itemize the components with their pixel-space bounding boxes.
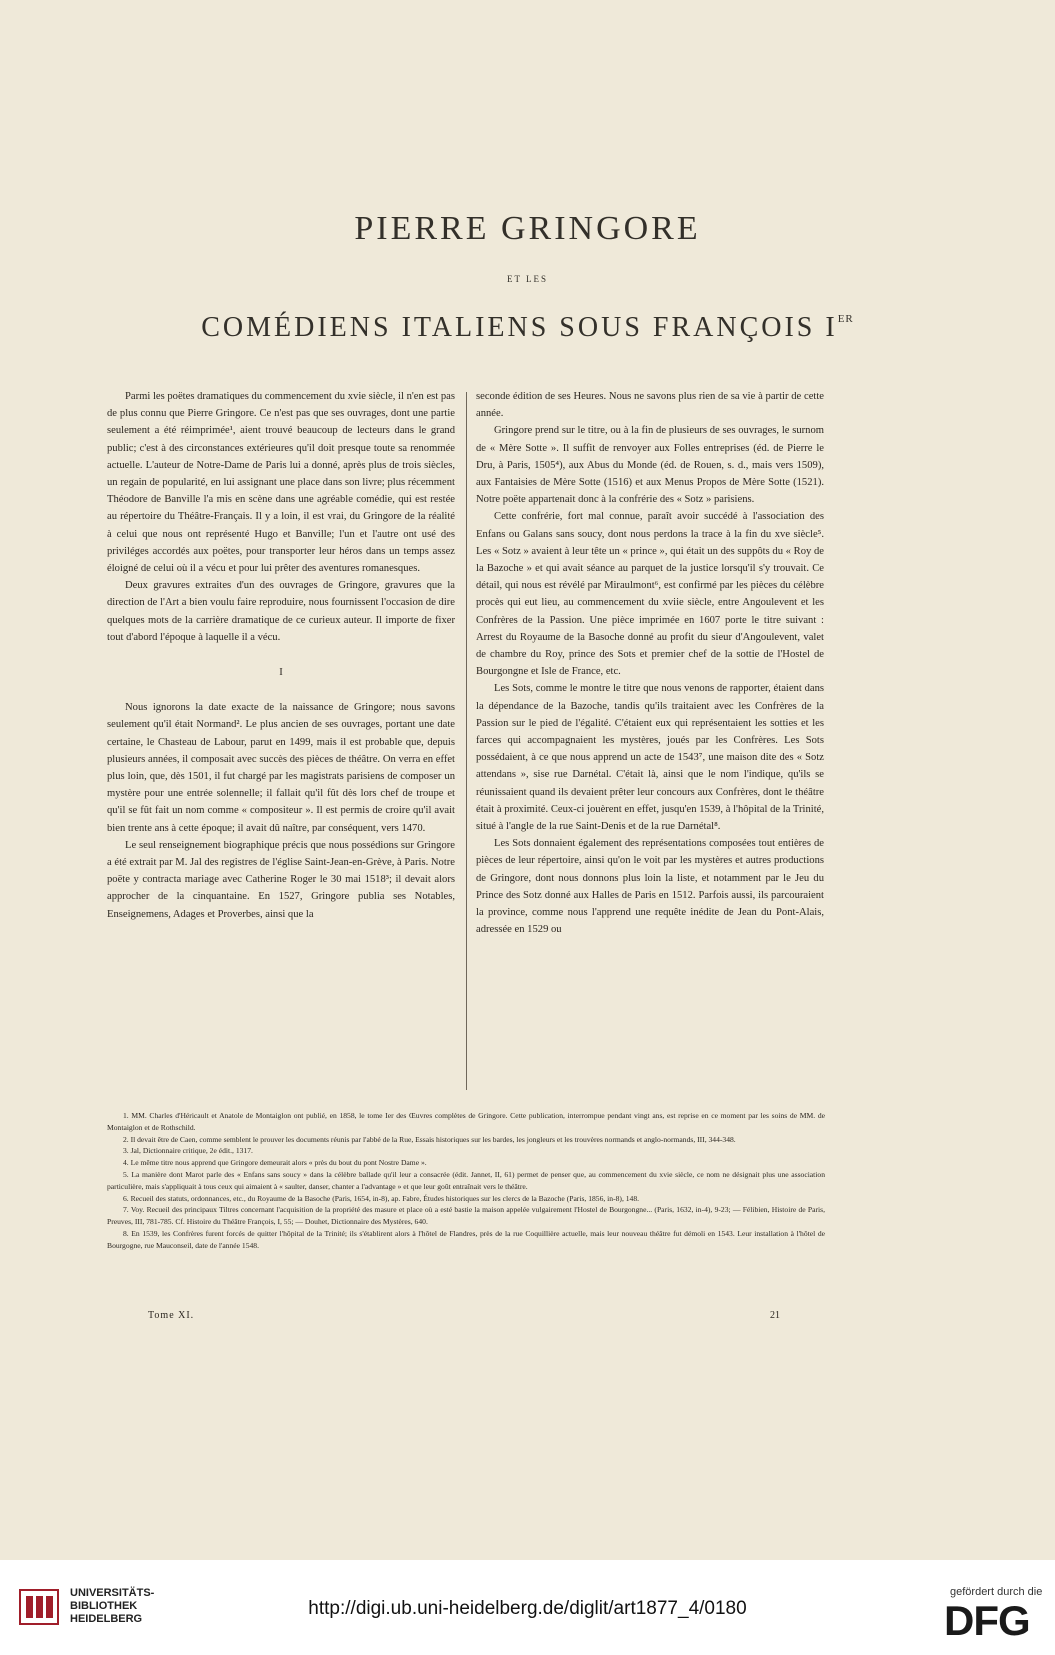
- library-name-line: UNIVERSITÄTS-: [70, 1587, 155, 1599]
- paragraph: Les Sots, comme le montre le titre que nous venons de rapporter, étaient dans la dépendance de la Bazoche, tandis qu'ils traitaient avec les Confrères de la Passion sur le pied de l'égalité. C'étaient eux qui représentaient les sotties et les farces qui accompagnaient les mystères, joués par les Confrères. Les Sots possédaient, à ce que nous apprend un acte de 1543⁷, une maison dite des « Sotz attendans », sise rue Darnétal. C'était là, ainsi que le nom l'indique, qu'ils se réunissaient quand ils devaient prêter leur concours aux Confrères, dont le théâtre était à proximité. Ceux-ci jouèrent en effet, jusqu'en 1539, à l'hôpital de la Trinité, situé à l'angle de la rue Saint-Denis et de la rue Darnétal⁸.: [476, 683, 824, 833]
- subtitle-text: COMÉDIENS ITALIENS SOUS FRANÇOIS I: [201, 312, 838, 343]
- footnote: 7. Voy. Recueil des principaux Tiltres concernant l'acquisition de la propriété des masure et place où a esté bastie la maison appelée vulgairement l'Hostel de Bourgongne... (Paris, 1632, in-4), 9-23; — Félibien, Histoire de Paris, Preuves, III, 781-785. Cf. Histoire du Théâtre François, I, 55; — Douhet, Dictionnaire des Mystères, 640.: [107, 1205, 825, 1227]
- footnote: 2. Il devait être de Caen, comme semblent le prouver les documents réunis par l'abbé de la Rue, Essais historiques sur les bardes, les jongleurs et les trouvères normands et anglo-normands, III, 344-348.: [123, 1134, 736, 1144]
- left-column: [107, 388, 455, 923]
- permalink-url[interactable]: http://digi.ub.uni-heidelberg.de/diglit/art1877_4/0180: [308, 1598, 747, 1619]
- footnote: 5. La manière dont Marot parle des « Enfans sans soucy » dans la célèbre ballade qu'il leur a consacrée (édit. Jannet, II, 61) permet de penser que, au commencement du xvie siècle, ce nom ne désignait plus une association particulière, mais s'appliquait à tous ceux qui aimaient à « saulter, danser, chanter a l'advantage » et que leur goût entraînait vers le théâtre.: [107, 1169, 825, 1191]
- funder-text: gefördert durch die: [950, 1586, 1043, 1598]
- footnotes: [107, 1110, 825, 1252]
- paragraph: seconde édition de ses Heures. Nous ne savons plus rien de sa vie à partir de cette année.: [476, 391, 824, 420]
- library-name-line: BIBLIOTHEK: [70, 1600, 138, 1612]
- footnote: 1. MM. Charles d'Héricault et Anatole de Montaiglon ont publié, en 1858, le tome Ier des Œuvres complètes de Gringore. Cette publication, interrompue pendant vingt ans, est reprise en ce moment par les soins de MM. de Montaiglon et de Rothschild.: [107, 1111, 825, 1132]
- page-number: 21: [770, 1310, 780, 1321]
- footnote: 8. En 1539, les Confrères furent forcés de quitter l'hôpital de la Trinité; ils s'établirent alors à l'hôtel de Flandres, près de la rue Coquillière actuelle, mais leur nouveau théâtre fut démoli en 1543. Leur installation à l'hôtel de Bourgogne, rue Mauconseil, date de l'année 1548.: [107, 1228, 825, 1250]
- article-subtitle: [0, 312, 1055, 344]
- footnote: 3. Jal, Dictionnaire critique, 2e édit., 1317.: [123, 1146, 253, 1156]
- right-column: [476, 388, 824, 939]
- subtitle-superscript: ER: [837, 313, 854, 325]
- paragraph: Cette confrérie, fort mal connue, paraît avoir succédé à l'association des Enfans ou Galans sans soucy, dont nous perdons la trace à la fin du xve siècle⁵. Les « Sotz » avaient à leur tête un « prince », qui était un des suppôts du « Roy de la Bazoche » et qui avait séance au parquet de la justice lorsqu'il s'y trouvait. Ce détail, qui nous est révélé par Miraulmont⁶, est confirmé par les pièces du célèbre procès qui eut lieu, au commencement du xviie siècle, entre Angoulevent et les Confrères de la Passion. Une pièce imprimée en 1607 porte le titre suivant : Arrest du Royaume de la Basoche donné au profit du sieur d'Angoulevent, valet de chambre du Roy, prince des Sots et premier chef de la sottie de l'Hostel de Bourgongne et Isle de France, etc.: [476, 511, 824, 678]
- paragraph: Parmi les poëtes dramatiques du commencement du xvie siècle, il n'en est pas de plus connu que Pierre Gringore. Ce n'est pas que ses ouvrages, dont une partie seulement a été réimprimée¹, aient trouvé beaucoup de lecteurs dans le grand public; c'est à des circonstances extérieures qu'il doit presque toute sa renommée actuelle. L'auteur de Notre-Dame de Paris lui a donné, après plus de trois siècles, un regain de popularité, en lui assignant une place dans son livre; plus récemment Théodore de Banville l'a mis en scène dans une agréable comédie, qui est restée au répertoire du Théâtre-Français. Il y a loin, il est vrai, du Gringore de la réalité à celui que nous ont représenté Hugo et Banville; l'un et l'autre ont usé des priviléges accordés aux poëtes, pour transporter leur héros dans un temps assez éloigné de celui où il a vécu et pour lui prêter des aventures romanesques.: [107, 391, 455, 575]
- footnote: 4. Le même titre nous apprend que Gringore demeurait alors « près du bout du pont Nostre Dame ».: [123, 1158, 427, 1168]
- volume-label: Tome XI.: [148, 1310, 195, 1321]
- article-title: PIERRE GRINGORE: [354, 210, 701, 247]
- paragraph: Gringore prend sur le titre, ou à la fin de plusieurs de ses ouvrages, le surnom de « Mère Sotte ». Il suffit de renvoyer aux Folles entreprises (éd. de Pierre le Dru, à Paris, 1505⁴), aux Abus du Monde (éd. de Rouen, s. d., mais vers 1509), aux Fantaisies de Mère Sotte (1516) et aux Menus Propos de Mère Sotte (1521). Notre poëte appartenait donc à la confrérie des « Sotz » parisiens.: [476, 425, 824, 506]
- paragraph: Deux gravures extraites d'un des ouvrages de Gringore, gravures que la direction de l'Art a bien voulu faire reproduire, nous fournissent l'occasion de dire quelques mots de la carrière dramatique de ce curieux auteur. Il importe de fixer tout d'abord l'époque à laquelle il a vécu.: [107, 580, 455, 643]
- dfg-logo[interactable]: DFG: [944, 1597, 1030, 1644]
- library-name-line: HEIDELBERG: [70, 1613, 143, 1625]
- footnote: 6. Recueil des statuts, ordonnances, etc., du Royaume de la Basoche (Paris, 1654, in-8), ap. Fabre, Études historiques sur les clercs de la Bazoche (Paris, 1856, in-8), 148.: [123, 1193, 640, 1203]
- paragraph: Les Sots donnaient également des représentations composées tout entières de pièces de leur répertoire, ainsi qu'on le voit par les mystères et autres productions de Gringore, dont nous donnons plus loin la liste, et notamment par le Jeu du Prince des Sotz donné aux Halles de Paris en 1512. Parfois aussi, ils parcouraient la province, comme nous l'apprend une requête inédite de Jean du Pont-Alais, adressée en 1529 ou: [476, 838, 824, 936]
- paragraph: Nous ignorons la date exacte de la naissance de Gringore; nous savons seulement qu'il était Normand². Le plus ancien de ses ouvrages, portant une date certaine, le Chasteau de Labour, parut en 1499, mais il est probable que, depuis plusieurs années, il composait avec succès des pièces de théâtre. On verra en effet plus loin, que, dès 1501, il fut chargé par les magistrats parisiens de composer un mystère pour une entrée solennelle; il fallait qu'il fût dès lors chef de troupe et qu'il se fût fait un nom comme « compositeur ». Il est permis de croire qu'il avait bien trente ans à cette époque; il avait dû naître, par conséquent, vers 1470.: [107, 702, 455, 834]
- column-divider: [466, 392, 467, 1090]
- paragraph: Le seul renseignement biographique précis que nous possédions sur Gringore a été extrait par M. Jal des registres de l'église Saint-Jean-en-Grève, à Paris. Notre poëte y contracta mariage avec Catherine Roger le 30 mai 1518³; il devait alors approcher de la cinquantaine. En 1527, Gringore publia ses Notables, Enseignemens, Adages et Proverbes, ainsi que la: [107, 839, 455, 920]
- section-number: I: [279, 667, 283, 679]
- site-footer: [0, 1560, 1055, 1655]
- title-connector: ET LES: [506, 274, 549, 284]
